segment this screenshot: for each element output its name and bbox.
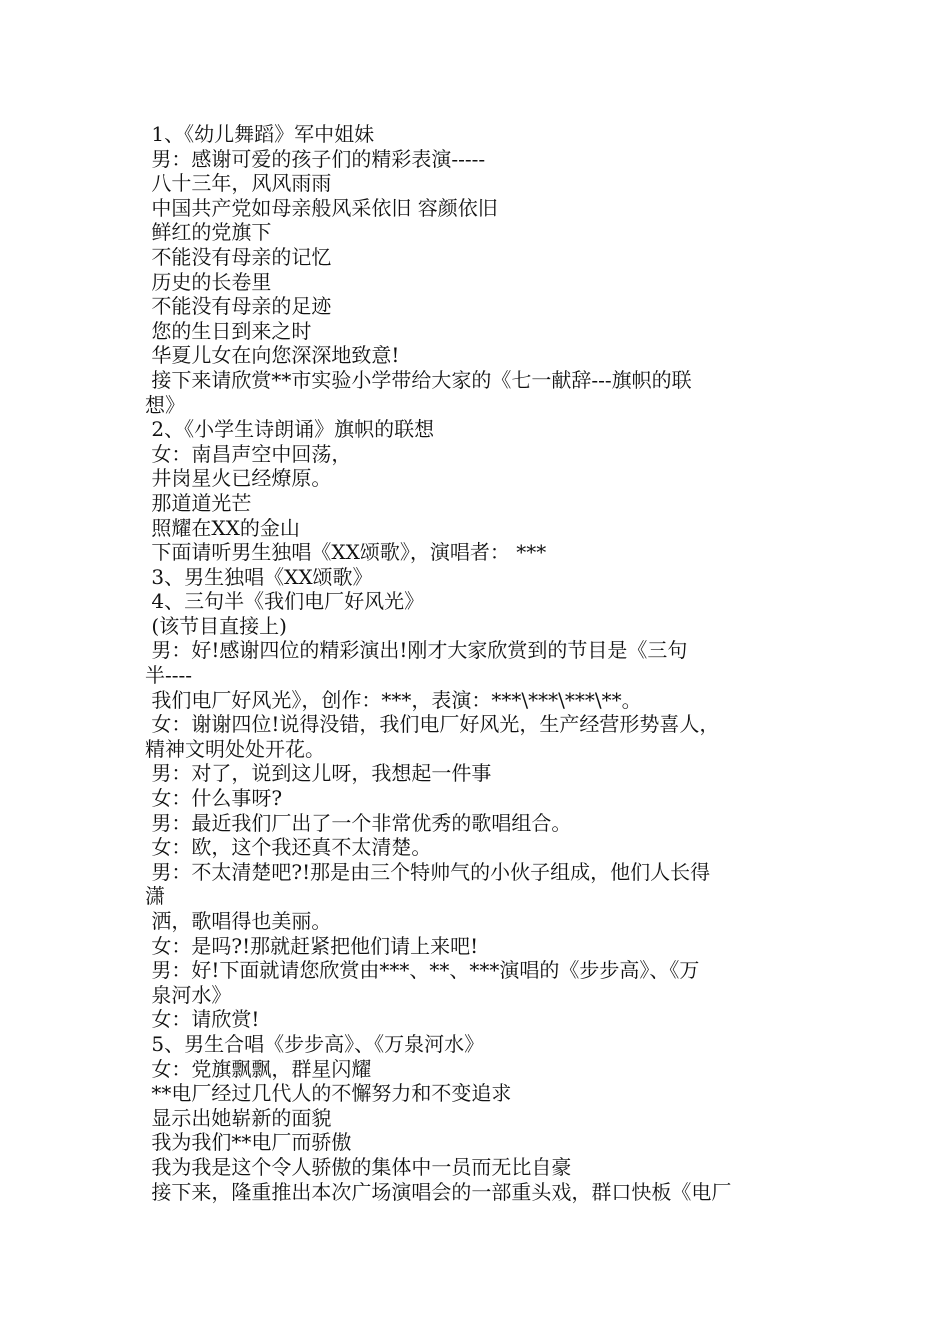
text-line: 男：感谢可爱的孩子们的精彩表演----- [145, 146, 486, 171]
text-line: 女：欧，这个我还真不太清楚。 [145, 835, 432, 860]
text-line: **电厂经过几代人的不懈努力和不变追求 [145, 1081, 512, 1106]
text-line: 我为我们**电厂而骄傲 [145, 1130, 352, 1155]
text-line: 男：好!感谢四位的精彩演出!刚才大家欣赏到的节目是《三句 [145, 638, 688, 663]
text-line: 不能没有母亲的足迹 [145, 294, 332, 319]
text-line: 历史的长卷里 [145, 269, 272, 294]
text-line: 4、三句半《我们电厂好风光》 [145, 589, 425, 614]
text-line: 半---- [145, 663, 193, 688]
text-line: 我为我是这个令人骄傲的集体中一员而无比自豪 [145, 1154, 572, 1179]
text-line: 5、男生合唱《步步高》、《万泉河水》 [145, 1031, 485, 1056]
text-line: 女：南昌声空中回荡， [145, 441, 352, 466]
text-line: 男：好!下面就请您欣赏由***、**、***演唱的《步步高》、《万 [145, 958, 700, 983]
text-line: 男：最近我们厂出了一个非常优秀的歌唱组合。 [145, 810, 572, 835]
text-line: 鲜红的党旗下 [145, 220, 272, 245]
text-line: 中国共产党如母亲般风采依旧 容颜依旧 [145, 195, 498, 220]
text-line: 您的生日到来之时 [145, 318, 312, 343]
text-line: 接下来请欣赏**市实验小学带给大家的《七一献辞---旗帜的联 [145, 367, 692, 392]
text-line: 2、《小学生诗朗诵》旗帜的联想 [145, 417, 435, 442]
text-line: (该节目直接上) [145, 613, 287, 638]
text-line: 下面请听男生独唱《XX颂歌》，演唱者： *** [145, 540, 547, 565]
text-line: 女：党旗飘飘，群星闪耀 [145, 1056, 372, 1081]
text-line: 男：对了，说到这儿呀，我想起一件事 [145, 761, 492, 786]
text-line: 女：请欣赏! [145, 1007, 260, 1032]
text-line: 潇 [145, 884, 165, 909]
text-line: 显示出她崭新的面貌 [145, 1105, 332, 1130]
text-line: 洒，歌唱得也美丽。 [145, 909, 332, 933]
text-line: 华夏儿女在向您深深地致意! [145, 343, 400, 368]
text-line: 精神文明处处开花。 [145, 736, 325, 761]
text-line: 八十三年，风风雨雨 [145, 171, 332, 196]
text-line: 那道道光芒 [145, 490, 252, 515]
text-line: 照耀在XX的金山 [145, 515, 300, 540]
text-line: 我们电厂好风光》，创作：***，表演：***\***\***\**。 [145, 687, 642, 712]
text-line: 女：是吗?!那就赶紧把他们请上来吧! [145, 933, 479, 958]
text-line: 1、《幼儿舞蹈》军中姐妹 [145, 122, 375, 146]
text-line: 不能没有母亲的记忆 [145, 244, 332, 269]
text-line: 3、男生独唱《XX颂歌》 [145, 564, 373, 589]
text-line: 接下来，隆重推出本次广场演唱会的一部重头戏，群口快板《电厂 [145, 1179, 732, 1204]
text-line: 泉河水》 [145, 982, 232, 1007]
text-line: 井岗星火已经燎原。 [145, 466, 332, 491]
document-body [145, 122, 825, 1204]
text-line: 女：谢谢四位!说得没错，我们电厂好风光，生产经营形势喜人， [145, 712, 720, 737]
text-line: 想》 [145, 392, 185, 417]
text-line: 男：不太清楚吧?!那是由三个特帅气的小伙子组成，他们人长得 [145, 859, 711, 884]
text-line: 女：什么事呀? [145, 786, 283, 811]
